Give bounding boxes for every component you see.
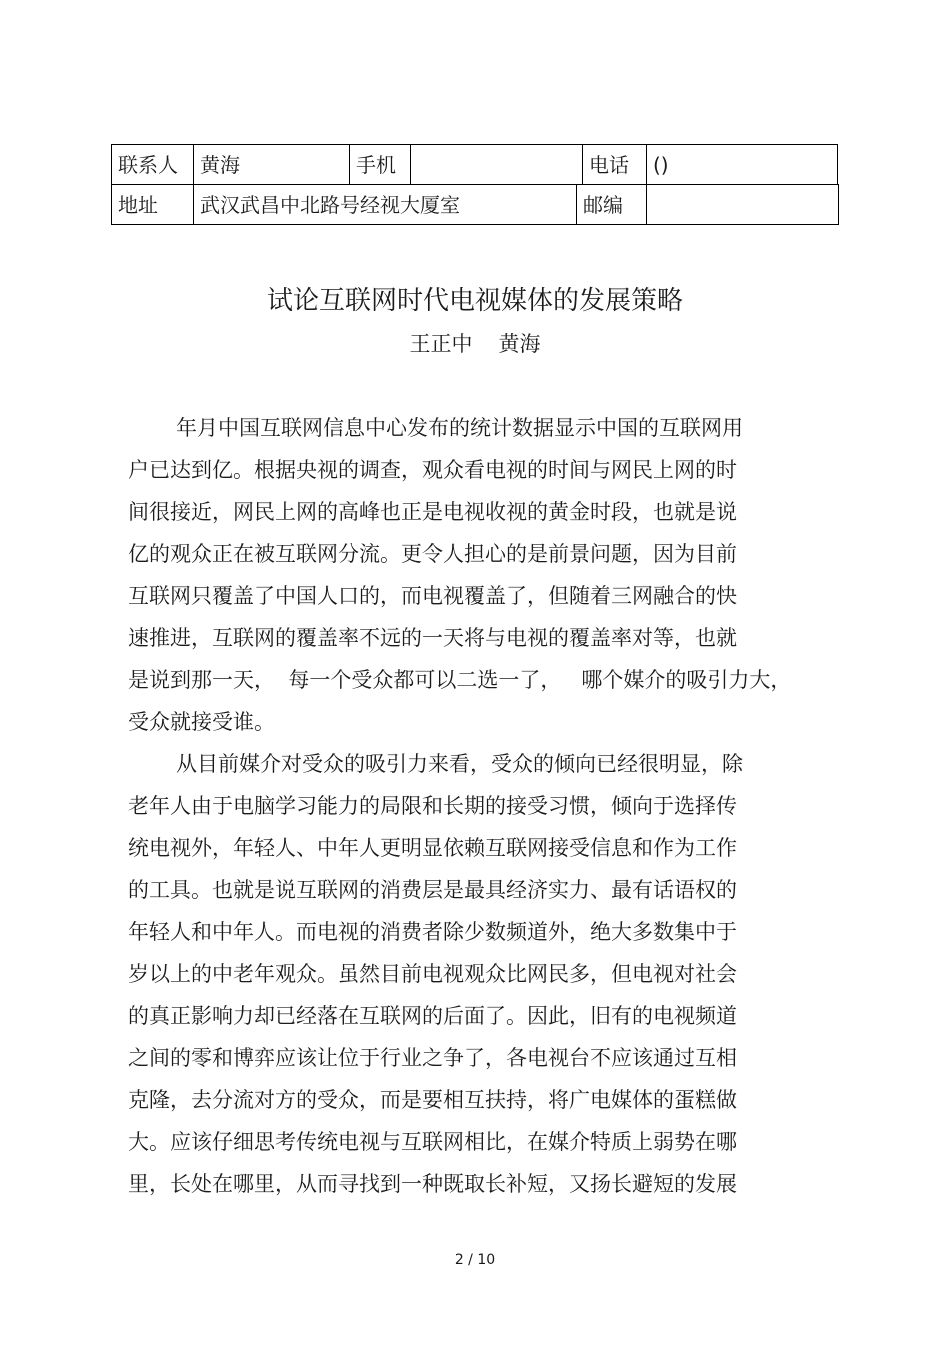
contact-row-2	[112, 185, 839, 225]
paragraph-line: 亿的观众正在被互联网分流。更令人担心的是前景问题，因为目前	[128, 542, 737, 566]
paragraph-line: 间很接近，网民上网的高峰也正是电视收视的黄金时段，也就是说	[128, 500, 737, 524]
contact-value: 黄海	[193, 144, 350, 185]
phone-label: 电话	[582, 144, 647, 185]
paragraph-line: 老年人由于电脑学习能力的局限和长期的接受习惯，倾向于选择传	[128, 794, 737, 818]
page-number: 2 / 10	[454, 1252, 496, 1268]
paragraph-line: 里，长处在哪里，从而寻找到一种既取长补短，又扬长避短的发展	[128, 1172, 737, 1196]
paragraph-line: 户已达到亿。根据央视的调查，观众看电视的时间与网民上网的时	[128, 458, 737, 482]
paragraph-line: 之间的零和博弈应该让位于行业之争了，各电视台不应该通过互相	[128, 1046, 737, 1070]
paragraph-line: 从目前媒介对受众的吸引力来看，受众的倾向已经很明显，除	[176, 752, 743, 776]
article-authors	[0, 329, 950, 359]
address-value: 武汉武昌中北路号经视大厦室	[193, 184, 577, 225]
paragraph-line: 克隆，去分流对方的受众，而是要相互扶持，将广电媒体的蛋糕做	[128, 1088, 737, 1112]
postcode-value	[646, 184, 839, 225]
paragraph-line: 年轻人和中年人。而电视的消费者除少数频道外，绝大多数集中于	[128, 920, 737, 944]
address-label: 地址	[111, 184, 194, 225]
postcode-label: 邮编	[576, 184, 647, 225]
author-name: 王正中	[409, 332, 473, 356]
article-title: 试论互联网时代电视媒体的发展策略	[266, 286, 683, 316]
mobile-label: 手机	[349, 144, 411, 185]
paragraph-line: 互联网只覆盖了中国人口的，而电视覆盖了，但随着三网融合的快	[128, 584, 737, 608]
phone-value: ()	[646, 144, 838, 185]
paragraph-line: 速推进，互联网的覆盖率不远的一天将与电视的覆盖率对等，也就	[128, 626, 737, 650]
paragraph-line: 年月中国互联网信息中心发布的统计数据显示中国的互联网用	[176, 416, 743, 440]
contact-table	[112, 145, 839, 225]
paragraph-line: 的真正影响力却已经落在互联网的后面了。因此，旧有的电视频道	[128, 1004, 737, 1028]
paragraph-line: 大。应该仔细思考传统电视与互联网相比，在媒介特质上弱势在哪	[128, 1130, 737, 1154]
paragraph-line: 统电视外，年轻人、中年人更明显依赖互联网接受信息和作为工作	[128, 836, 737, 860]
mobile-value	[410, 144, 583, 185]
author-name: 黄海	[498, 332, 541, 356]
paragraph-line: 岁以上的中老年观众。虽然目前电视观众比网民多，但电视对社会	[128, 962, 737, 986]
contact-row-1	[112, 145, 839, 185]
paragraph-line: 受众就接受谁。	[128, 710, 275, 734]
paragraph-line: 是说到那一天， 每一个受众都可以二选一了， 哪个媒介的吸引力大，	[128, 668, 792, 692]
paragraph-line: 的工具。也就是说互联网的消费层是最具经济实力、最有话语权的	[128, 878, 737, 902]
contact-label: 联系人	[111, 144, 194, 185]
